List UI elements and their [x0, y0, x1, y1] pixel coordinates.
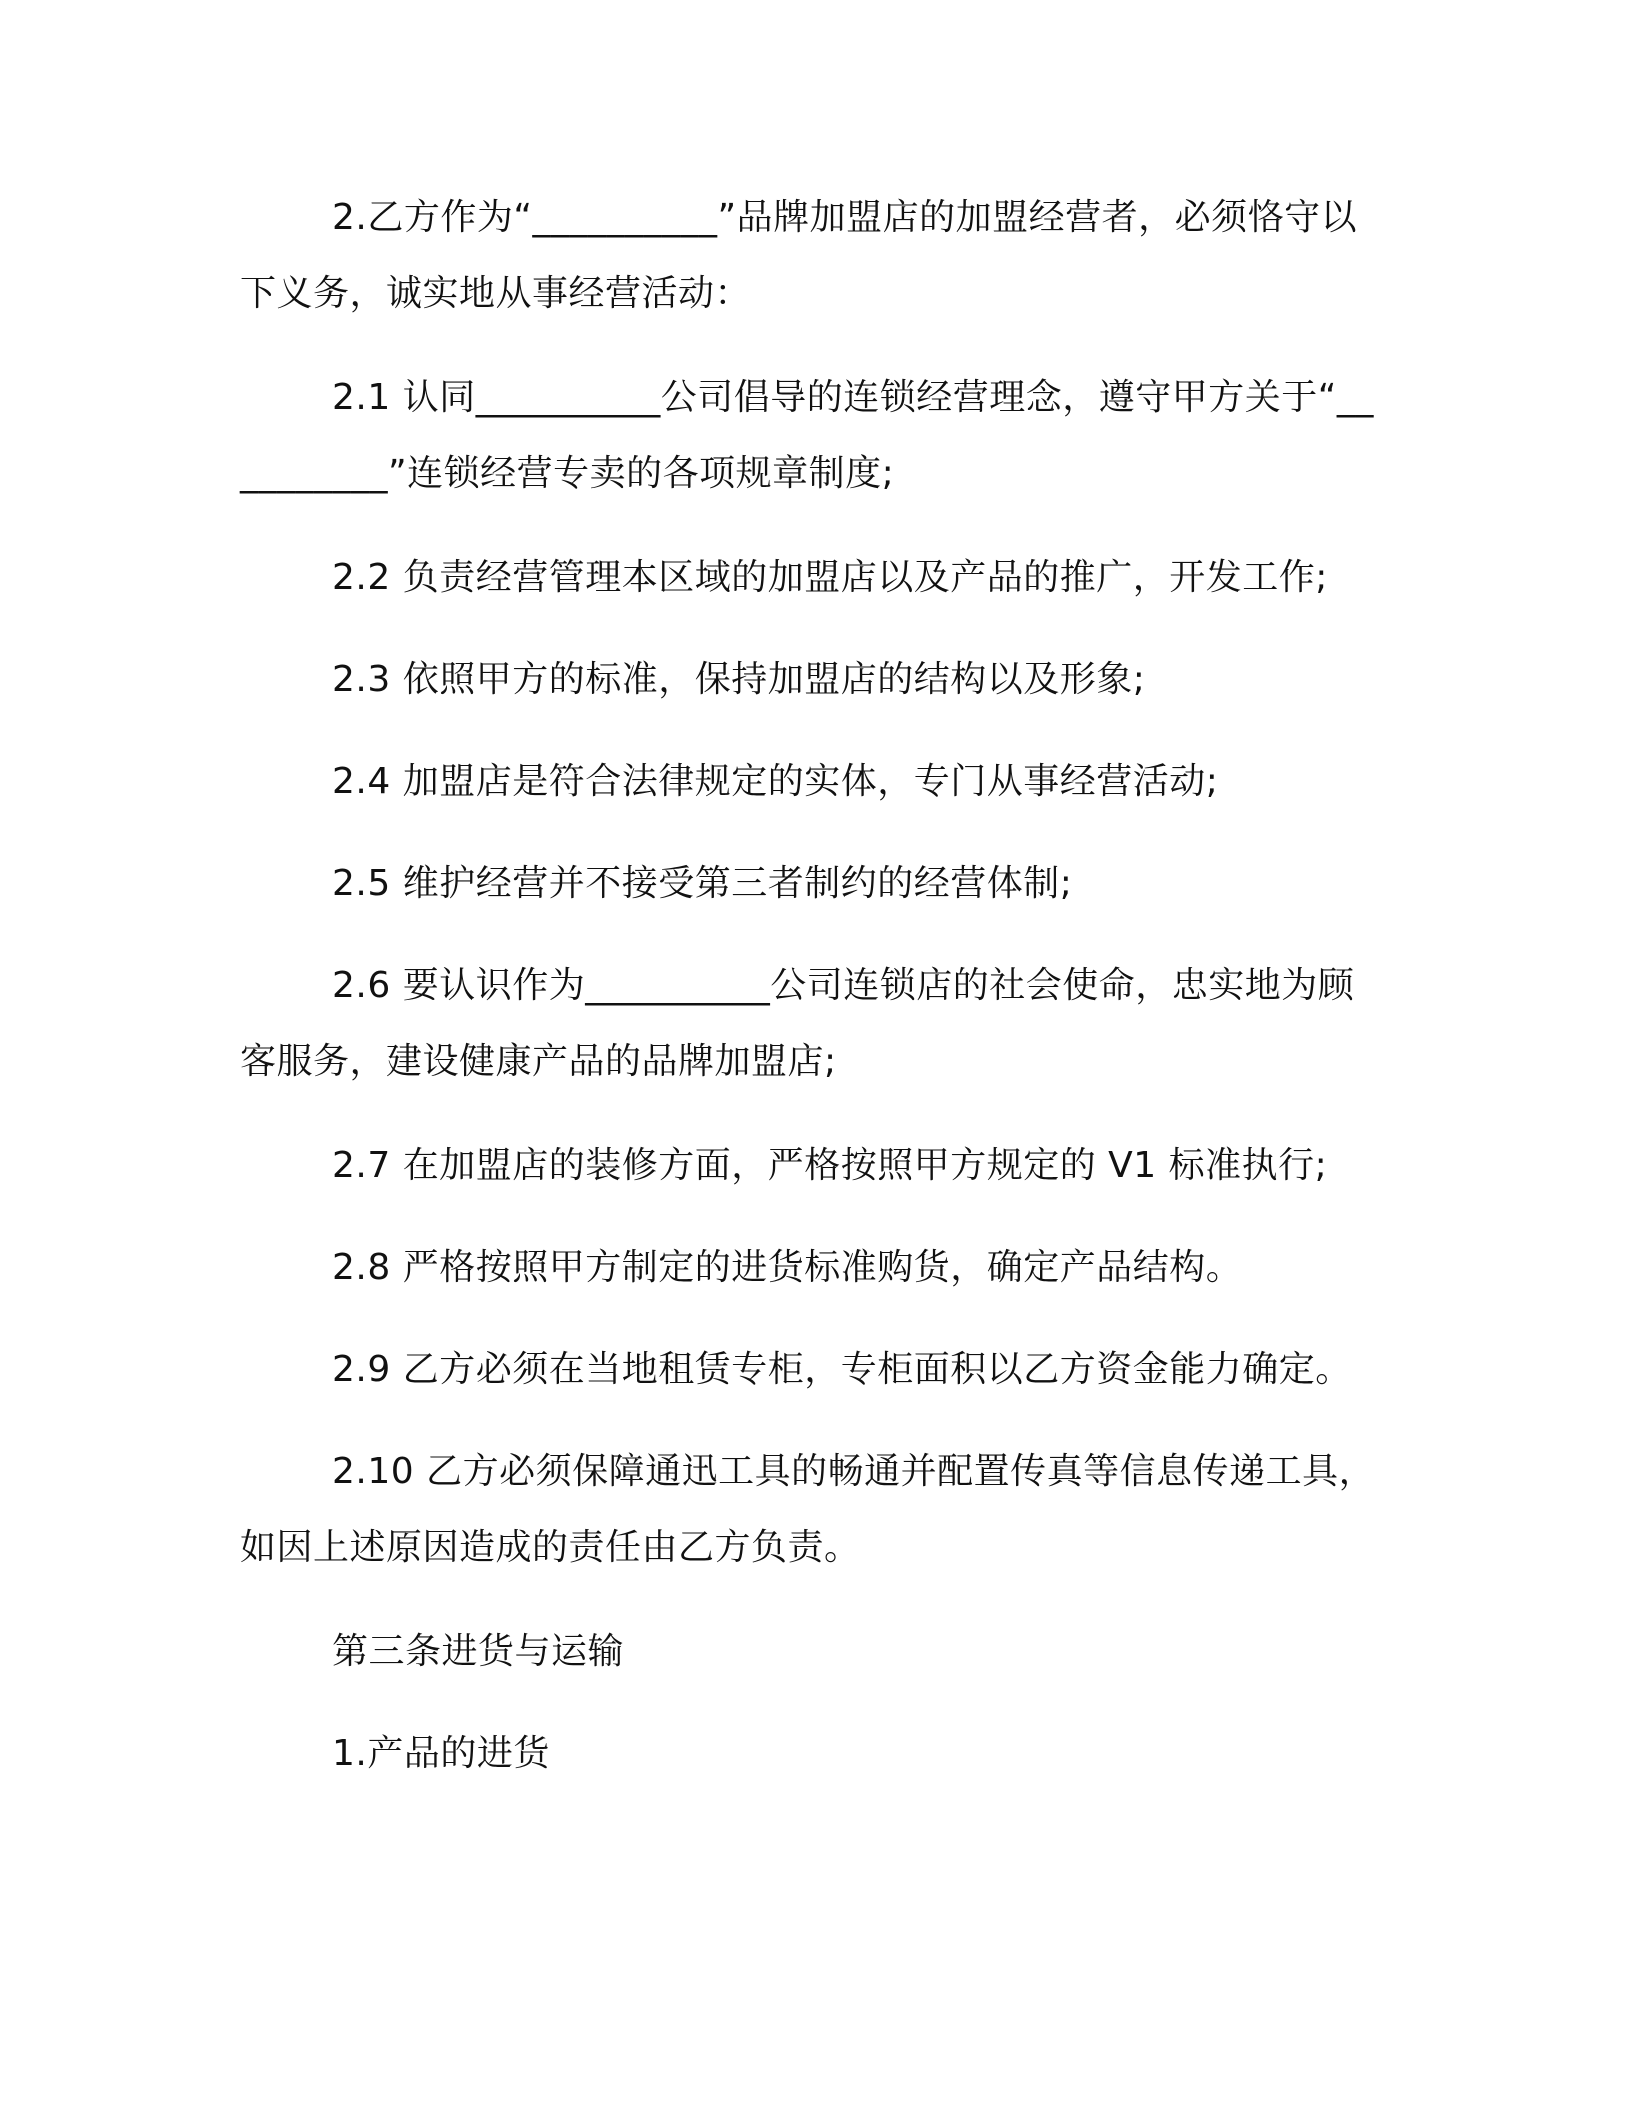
clause-2-10: 2.10 乙方必须保障通迅工具的畅通并配置传真等信息传递工具，如因上述原因造成的责任由乙方负责。 [240, 1451, 1376, 1568]
clause-2-8: 2.8 严格按照甲方制定的进货标准购货，确定产品结构。 [332, 1247, 1243, 1288]
clause-2-3: 2.3 依照甲方的标准，保持加盟店的结构以及形象; [332, 659, 1146, 700]
clause-2-4: 2.4 加盟店是符合法律规定的实体，专门从事经营活动; [332, 761, 1219, 802]
clause-2-9: 2.9 乙方必须在当地租赁专柜，专柜面积以乙方资金能力确定。 [332, 1349, 1352, 1390]
clause-2-5: 2.5 维护经营并不接受第三者制约的经营体制; [332, 863, 1073, 904]
clause-2-2: 2.2 负责经营管理本区域的加盟店以及产品的推广，开发工作; [332, 557, 1328, 598]
article-3-item-1: 1.产品的进货 [332, 1733, 550, 1774]
clause-2-6: 2.6 要认识作为__________公司连锁店的社会使命，忠实地为顾客服务，建设健康产品的品牌加盟店; [240, 965, 1355, 1082]
clause-2-7: 2.7 在加盟店的装修方面，严格按照甲方规定的 V1 标准执行; [332, 1145, 1328, 1186]
clause-2-1: 2.1 认同__________公司倡导的连锁经营理念，遵守甲方关于“__________”连锁经营专卖的各项规章制度; [240, 377, 1374, 494]
article-3-heading: 第三条进货与运输 [332, 1631, 625, 1672]
clause-2-intro: 2.乙方作为“__________”品牌加盟店的加盟经营者，必须恪守以下义务，诚实地从事经营活动： [240, 197, 1358, 314]
